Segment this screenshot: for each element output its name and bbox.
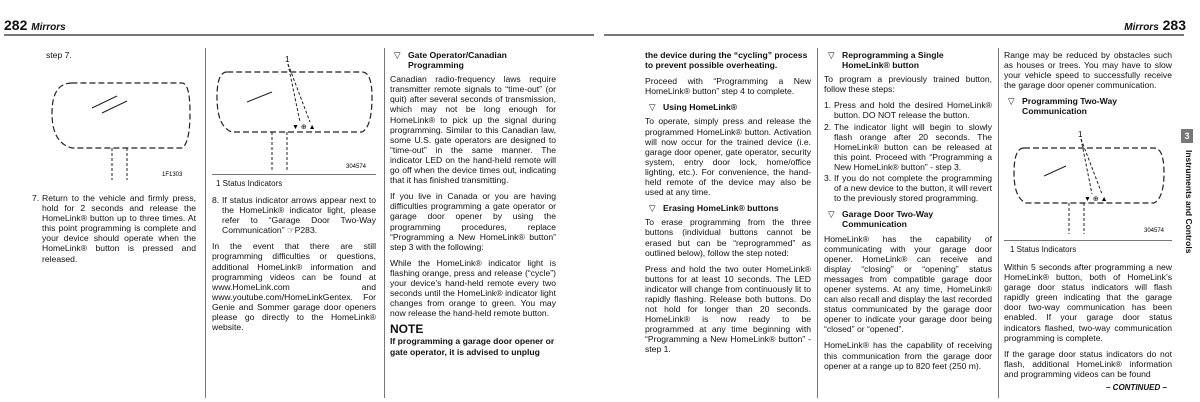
col6-p1: Range may be reduced by obstacles such as houses or trees. You may have to slow your vehicle speed to successfully receive the garage door opener communication. bbox=[1004, 50, 1172, 91]
col4-p4: Press and hold the two outer HomeLink® buttons for at least 10 seconds. The LED indicator will change from continuously lit to rapidly flashing. Release both buttons. Do not hold for longer than 20 seconds. HomeLink® is now ready to be programmed at any time beginning with “Programming a New HomeLink® button” - step 1. bbox=[645, 263, 811, 355]
svg-text:▼ ⊕ ▲: ▼ ⊕ ▲ bbox=[292, 124, 316, 131]
left-page-number: 282 bbox=[4, 17, 28, 33]
reprog-step-1-text: Press and hold the desired HomeLink® button. DO NOT release the button. bbox=[834, 100, 992, 121]
reprogramming-heading: Reprogramming a Single HomeLink® button bbox=[842, 50, 944, 71]
step8-text: If status indicator arrows appear next to the HomeLink® indicator light, please refer to “Garage Door Two-Way Communication” ☞P283. bbox=[222, 195, 376, 236]
fig3-code: 304574 bbox=[1144, 228, 1165, 234]
column-3: ▽ Gate Operator/Canadian Programming Canadian radio-frequency laws require transmitter remote signals to “time-out” (or quit) after several seconds of transmission, which may not be long enough for HomeLink® to pick up the signal during programming. Similar to this Canadian law, some U.S. gate operators are designed to “time-out” in the same manner. The indicator LED on the hand-held remote will go off when the device times out, indicating that it has finished transmitting. If you live in Canada or you are having difficulties programming a gate operator or garage door opener by using the programming procedures, replace “Programming a New HomeLink® button” step 3 with the following: While the HomeLink® indicator light is flashing orange, press and release (“cycle”) your device’s hand-held remote every two seconds until the HomeLink® indicator light changes from orange to green. You may now release the hand-held remote button. NOTE If programming a garage door opener or gate operator, it is advised to unplug bbox=[390, 50, 556, 357]
erasing-heading: Erasing HomeLink® buttons bbox=[663, 203, 779, 214]
col-divider-2 bbox=[384, 48, 385, 398]
chapter-title: Instruments and Controls bbox=[1184, 150, 1194, 254]
col4-p2: To operate, simply press and release the programmed HomeLink® button. Activation will now occur for the trained device (i.e. garage door opener, gate operator, security system, entry door lock, home/office lighting, etc.). For convenience, the hand-held remote of the device may also be used at any time. bbox=[645, 116, 811, 198]
col1-step7 bbox=[32, 193, 196, 265]
column-2 bbox=[212, 195, 376, 338]
reprog-step-2-text: The indicator light will begin to slowly flash orange after 20 seconds. The HomeLink® button can be released at this point. Proceed with “Programming a New HomeLink® button” - step 3. bbox=[834, 121, 992, 172]
fig3-bottom-rule bbox=[1004, 240, 1172, 241]
col5-p2: HomeLink® has the capability of communicating with your garage door opener. HomeLink® can receive and display “closing” or “opening” status messages from compatible garage door opener systems. At any time, HomeLink® can also recall and display the last recorded status communicated by the garage door opener to indicate your garage door being “closed” or “opened”. bbox=[824, 233, 992, 335]
column-5: ▽ Reprogramming a Single HomeLink® button To program a previously trained button, follow these steps: 1. Press and hold the desired HomeLink® button. DO NOT release the button. 2. The indicator light will begin to slowly flash orange after 20 seconds. The HomeLink® button can be released at this point. Proceed with “Programming a New HomeLink® button” - step 3. 3. If you do not complete the programming of a new device to the button, it will revert to the previously stored programming. ▽ Garage Door Two-Way Communication HomeLink® has the capability of communicating with your garage door opener. HomeLink® can receive and display “closing” or “opening” status messages from compatible garage door opener systems. At any time, HomeLink® can also recall and display the last recorded status communicated by the garage door opener to indicate your garage door being “closed” or “opened”. HomeLink® has the capability of receiving this communication from the garage door opener at a range up to 820 feet (250 m). bbox=[824, 50, 992, 371]
note-title: NOTE bbox=[390, 322, 424, 337]
gate-operator-heading: Gate Operator/Canadian Programming bbox=[408, 50, 507, 71]
fig2-label: 1 bbox=[285, 55, 290, 64]
step8-num: 8. bbox=[212, 195, 220, 205]
col5-p3: HomeLink® has the capability of receiving this communication from the garage door opener at a range up to 820 feet (250 m). bbox=[824, 340, 992, 371]
left-section-title: Mirrors bbox=[31, 22, 66, 33]
fig2-caption: 1 Status Indicators bbox=[216, 179, 283, 188]
left-header-rule bbox=[4, 34, 594, 36]
col3-p1: Canadian radio-frequency laws require transmitter remote signals to “time-out” (or quit) after several seconds of transmission, which may not be long enough for HomeLink® to pick up the signal during programming. Similar to this Canadian law, some U.S. gate operators are designed to “time-out” in the same manner. The indicator LED on the hand-held remote will go off when the device times out, indicating that it has finished transmitting. bbox=[390, 74, 556, 186]
col3-p3: While the HomeLink® indicator light is flashing orange, press and release (“cycle”) your device’s hand-held remote every two seconds until the HomeLink® indicator light changes from orange to green. You may now release the hand-held remote button. bbox=[390, 257, 556, 319]
col6-p2: Within 5 seconds after programming a new HomeLink® button, both of HomeLink’s garage door status indicators will flash rapidly green indicating that the garage door two-way communication has been enabled. If your garage door status indicators flashed, two-way communication programming is complete. bbox=[1004, 262, 1172, 343]
using-homelink-heading: Using HomeLink® bbox=[663, 102, 738, 113]
mirror-illustration-1 bbox=[32, 68, 198, 183]
mirror-illustration-3 bbox=[1004, 128, 1172, 238]
right-page-header bbox=[1124, 17, 1186, 33]
reprog-step-3-num: 3. bbox=[824, 173, 832, 184]
column-1 bbox=[46, 50, 196, 66]
column-6-lower bbox=[1004, 262, 1172, 385]
two-way-heading: Garage Door Two-Way Communication bbox=[842, 209, 934, 230]
note-text: If programming a garage door opener or gate operator, it is advised to unplug bbox=[390, 336, 555, 357]
fig3-caption: 1 Status Indicators bbox=[1010, 245, 1077, 254]
page-spine bbox=[598, 40, 599, 402]
col1-lead: step 7. bbox=[46, 50, 72, 60]
col4-p1: Proceed with “Programming a New HomeLink® button” step 4 to complete. bbox=[645, 76, 811, 97]
step7-num: 7. bbox=[32, 193, 40, 203]
col-divider-1 bbox=[205, 48, 206, 398]
col4-p3: To erase programming from the three buttons (individual buttons cannot be erased but can be “reprogrammed” as outlined below), follow the step noted: bbox=[645, 217, 811, 258]
column-6: Range may be reduced by obstacles such as houses or trees. You may have to slow your vehicle speed to successfully receive the garage door opener communication. ▽ Programming Two-Way Communication bbox=[1004, 50, 1172, 117]
programming-two-way-heading: Programming Two-Way Communication bbox=[1022, 96, 1118, 117]
reprog-step-3-text: If you do not complete the programming of a new device to the button, it will revert to the previously stored programming. bbox=[834, 173, 992, 204]
fig3-label: 1 bbox=[1078, 130, 1083, 139]
col-divider-4 bbox=[998, 48, 999, 398]
col2-paragraph: In the event that there are still programming difficulties or questions, additional HomeLink® information and programming videos can be found at www.HomeLink.com and www.youtube.com/HomeLinkGentex. For Genie and Sommer garage door openers please go directly to the HomeLink® website. bbox=[212, 241, 376, 333]
col3-p2: If you live in Canada or you are having difficulties programming a gate operator or garage door opener by using the programming procedures, replace “Programming a New HomeLink® button” step 3 with the following: bbox=[390, 191, 556, 252]
fig1-code: 1F1303 bbox=[162, 172, 183, 178]
col5-p1: To program a previously trained button, follow these steps: bbox=[824, 74, 992, 95]
right-page-number: 283 bbox=[1162, 17, 1186, 33]
reprog-step-2-num: 2. bbox=[824, 121, 832, 132]
left-page-header bbox=[4, 17, 66, 33]
right-section-title: Mirrors bbox=[1124, 22, 1159, 33]
col6-p3: If the garage door status indicators do not flash, additional HomeLink® information and programming videos can be found bbox=[1004, 348, 1172, 379]
right-header-rule bbox=[604, 34, 1184, 36]
step7-text: Return to the vehicle and firmly press, hold for 2 seconds and release the HomeLink® button up to three times. At this point programming is complete and your device should operate when the HomeLink® button is pressed and released. bbox=[42, 193, 196, 264]
fig2-code: 304574 bbox=[346, 164, 367, 170]
mirror-illustration-2 bbox=[212, 52, 376, 174]
reprog-step-1-num: 1. bbox=[824, 100, 832, 111]
chapter-tab: 3 bbox=[1181, 129, 1193, 143]
svg-text:▼ ⊕ ▲: ▼ ⊕ ▲ bbox=[1084, 196, 1108, 203]
column-4: the device during the “cycling” process to prevent possible overheating. Proceed with “Programming a New HomeLink® button” step 4 to complete. ▽ Using HomeLink® To operate, simply press and release the programmed HomeLink® button. Activation will now occur for the trained device (i.e. garage door opener, gate operator, security system, entry door lock, home/office lighting, etc.). For convenience, the hand-held remote of the device may also be used at any time. ▽ Erasing HomeLink® buttons To erase programming from the three buttons (individual buttons cannot be erased but can be “reprogrammed” as outlined below), follow the step noted: Press and hold the two outer HomeLink® buttons for at least 10 seconds. The LED indicator will change from continuously lit to rapidly flashing. Release both buttons. Do not hold for longer than 20 seconds. HomeLink® is now ready to be programmed at any time beginning with “Programming a New HomeLink® button” - step 1. bbox=[645, 50, 811, 355]
note-continued: the device during the “cycling” process to prevent possible overheating. bbox=[645, 50, 808, 71]
col-divider-3 bbox=[817, 48, 818, 398]
continued-label: – CONTINUED – bbox=[1106, 383, 1167, 392]
fig2-bottom-rule bbox=[212, 174, 376, 175]
